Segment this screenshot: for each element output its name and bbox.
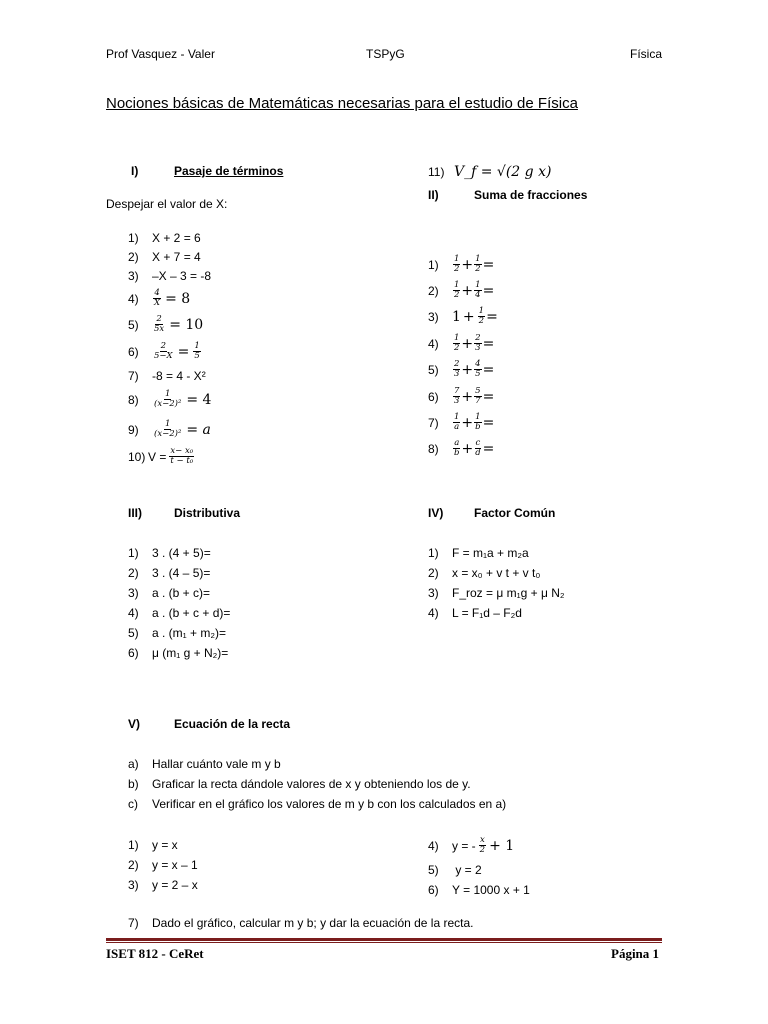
section-1-number: I) — [131, 164, 139, 178]
s1-item-8: 8) $\frac{1}{\text{(x−2)²}}$ = 4 — [128, 389, 212, 409]
section-1-intro: Despejar el valor de X: — [106, 197, 228, 211]
header-left: Prof Vasquez - Valer — [106, 47, 215, 61]
section-3-title: Distributiva — [174, 506, 241, 520]
footer-rule-thin — [106, 942, 662, 943]
s4-item-1: 1) F = m₁a + m₂a — [428, 546, 529, 560]
s5-item-5: 5) y = 2 — [428, 863, 482, 877]
s2-item-3: 3) 1 + $\frac{1}{2}$ = — [428, 306, 498, 326]
s2-item-4: 4) $\frac{1}{2}$ + $\frac{2}{3}$ = — [428, 333, 495, 353]
s2-item-8: 8) $\frac{a}{b}$ + $\frac{c}{d}$ = — [428, 438, 495, 458]
s1-item-5: 5) $\frac{2}{5x}$ = 10 — [128, 314, 204, 334]
s5-item-3: 3) y = 2 – x — [128, 878, 198, 892]
s5-letter-c: c) Verificar en el gráfico los valores de m y b con los calculados en a) — [128, 797, 507, 811]
s4-item-2: 2) x = x₀ + v t + v t₀ — [428, 566, 541, 580]
s2-item-7: 7) $\frac{1}{a}$ + $\frac{1}{b}$ = — [428, 412, 495, 432]
section-3-number: III) — [128, 506, 142, 520]
section-1-title: Pasaje de términos — [174, 164, 284, 178]
section-2-title: Suma de fracciones — [474, 188, 588, 202]
s5-letter-a: a) Hallar cuánto vale m y b — [128, 757, 281, 771]
s5-item-4: 4) y = - $\frac{x}{2}$ + 1 — [428, 835, 515, 855]
s5-letter-b: b) Graficar la recta dándole valores de x y obteniendo los de y. — [128, 777, 471, 791]
s3-item-4: 4) a . (b + c + d)= — [128, 606, 231, 620]
section-4-title: Factor Común — [474, 506, 556, 520]
s3-item-3: 3) a . (b + c)= — [128, 586, 211, 600]
s1-item-9: 9) $\frac{1}{\text{(x−2)²}}$ = a — [128, 419, 211, 439]
section-4-number: IV) — [428, 506, 444, 520]
s3-item-6: 6) μ (m₁ g + N₂)= — [128, 646, 229, 660]
s5-item-1: 1) y = x — [128, 838, 178, 852]
section-5-title: Ecuación de la recta — [174, 717, 291, 731]
s3-item-5: 5) a . (m₁ + m₂)= — [128, 626, 227, 640]
s1-item-1: 1) X + 2 = 6 — [128, 231, 201, 245]
header-center: TSPyG — [366, 47, 405, 61]
s1-item-2: 2) X + 7 = 4 — [128, 250, 201, 264]
s1-item-11: 11) V_f = √(2 g x) — [428, 164, 552, 180]
s1-item-4: 4) $\frac{4}{X}$ = 8 — [128, 288, 191, 308]
s5-item-7: 7) Dado el gráfico, calcular m y b; y dar la ecuación de la recta. — [128, 916, 474, 930]
s5-item-2: 2) y = x – 1 — [128, 858, 198, 872]
s1-item-10: 10) V = $\frac{\text{x− x₀}}{\text{t − t₀}}$ — [128, 446, 194, 466]
s1-item-6: 6) $\frac{2}{5-X}$ = $\frac{1}{5}$ — [128, 341, 200, 361]
header-right: Física — [630, 47, 663, 61]
s4-item-4: 4) L = F₁d – F₂d — [428, 606, 522, 620]
s5-item-6: 6) Y = 1000 x + 1 — [428, 883, 530, 897]
section-5-number: V) — [128, 717, 140, 731]
section-2-number: II) — [428, 188, 439, 202]
s4-item-3: 3) F_roz = μ m₁g + μ N₂ — [428, 586, 565, 600]
s2-item-2: 2) $\frac{1}{2}$ + $\frac{1}{4}$ = — [428, 280, 495, 300]
footer-page-number: Página 1 — [611, 946, 660, 961]
s2-item-1: 1) $\frac{1}{2}$ + $\frac{1}{2}$ = — [428, 254, 495, 274]
s1-item-3: 3) –X – 3 = -8 — [128, 269, 212, 283]
page-title: Nociones básicas de Matemáticas necesarias para el estudio de Física — [106, 95, 578, 112]
s2-item-6: 6) $\frac{7}{3}$ + $\frac{5}{7}$ = — [428, 386, 495, 406]
s3-item-2: 2) 3 . (4 – 5)= — [128, 566, 211, 580]
footer-left: ISET 812 - CeRet — [106, 946, 204, 961]
footer-rule-thick — [106, 938, 662, 941]
s1-item-7: 7) -8 = 4 - X² — [128, 369, 206, 383]
s3-item-1: 1) 3 . (4 + 5)= — [128, 546, 211, 560]
s2-item-5: 5) $\frac{2}{3}$ + $\frac{4}{5}$ = — [428, 359, 495, 379]
